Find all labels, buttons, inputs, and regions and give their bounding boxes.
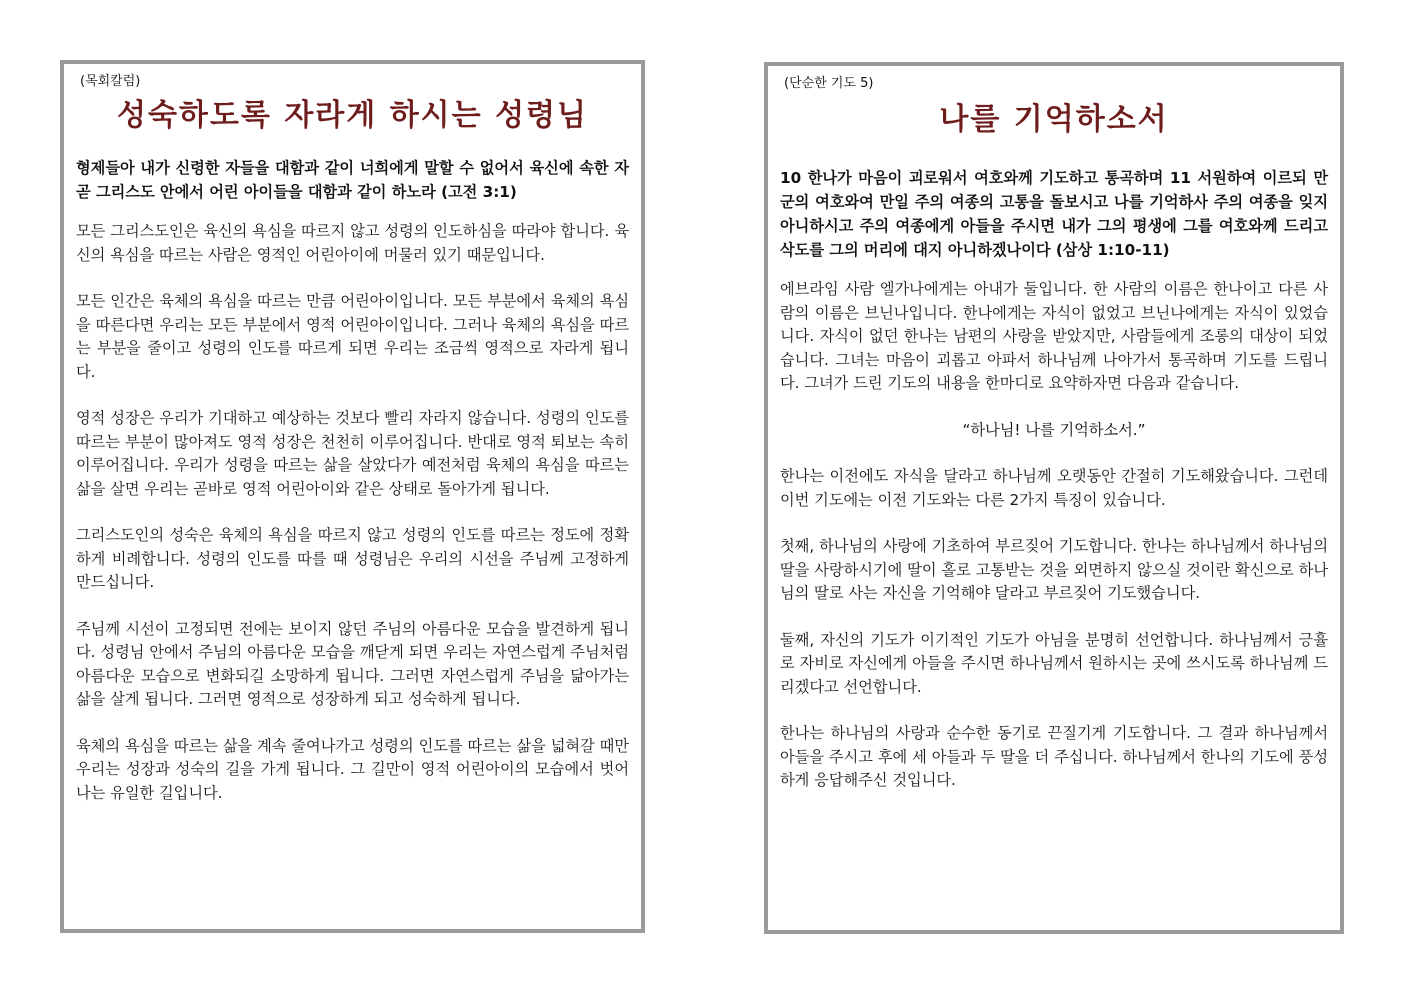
left-paragraph: 그리스도인의 성숙은 육체의 욕심을 따르지 않고 성령의 인도를 따르는 정도에 정확하게 비례합니다. 성령의 인도를 따를 때 성령님은 우리의 시선을 주님께 고정하게 만드십니다. [76, 526, 629, 591]
right-column-box [764, 62, 1344, 934]
right-paragraph: 에브라임 사람 엘가나에게는 아내가 둘입니다. 한 사람의 이름은 한나이고 다른 사람의 이름은 브닌나입니다. 한나에게는 자식이 없었고 브닌나에게는 자식이 있었습니다. 자식이 없던 한나는 남편의 사랑을 받았지만, 사람들에게 조롱의 대상이 되었습니다. 그녀는 마음이 괴롭고 아파서 하나님께 나아가서 통곡하며 기도를 드립니다. 그녀가 드린 기도의 내용을 한마디로 요약하자면 다음과 같습니다. [780, 280, 1328, 392]
left-paragraph: 주님께 시선이 고정되면 전에는 보이지 않던 주님의 아름다운 모습을 발견하게 됩니다. 성령님 안에서 주님의 아름다운 모습을 깨닫게 되면 우리는 자연스럽게 주님처럼 아름다운 모습으로 변화되길 소망하게 됩니다. 그러면 자연스럽게 주님을 닮아가는 삶을 살게 됩니다. 그러면 영적으로 성장하게 되고 성숙하게 됩니다. [76, 619, 629, 708]
left-paragraph: 육체의 욕심을 따르는 삶을 계속 줄여나가고 성령의 인도를 따르는 삶을 넓혀갈 때만 우리는 성장과 성숙의 길을 가게 됩니다. 그 길만이 영적 어린아이의 모습에서 벗어나는 유일한 길입니다. [76, 736, 629, 802]
left-article-title: 성숙하도록 자라게 하시는 성령님 [116, 98, 589, 133]
right-article-title: 나를 기억하소서 [939, 102, 1169, 137]
right-category-label: (단순한 기도 5) [784, 76, 874, 91]
left-scripture-verse: 형제들아 내가 신령한 자들을 대함과 같이 너희에게 말할 수 없어서 육신에 속한 자 곧 그리스도 안에서 어린 아이들을 대함과 같이 하노라 (고전 3:1) [76, 159, 629, 201]
left-paragraph: 모든 그리스도인은 육신의 욕심을 따르지 않고 성령의 인도하심을 따라야 합니다. 육신의 욕심을 따르는 사람은 영적인 어린아이에 머물러 있기 때문입니다. [76, 222, 629, 264]
right-paragraph: 첫째, 하나님의 사랑에 기초하여 부르짖어 기도합니다. 한나는 하나님께서 하나님의 딸을 사랑하시기에 딸이 홀로 고통받는 것을 외면하지 않으실 것이란 확신으로 하나님의 딸로 사는 자신을 기억해야 달라고 부르짖어 기도했습니다. [780, 537, 1328, 602]
left-column-box [60, 60, 645, 933]
prayer-quote: “하나님! 나를 기억하소서.” [962, 420, 1146, 439]
right-paragraph: 둘째, 자신의 기도가 이기적인 기도가 아님을 분명히 선언합니다. 하나님께서 긍휼로 자비로 자신에게 아들을 주시면 하나님께서 원하시는 곳에 쓰시도록 하나님께 드리겠다고 선언합니다. [780, 630, 1328, 696]
right-paragraph: 한나는 하나님의 사랑과 순수한 동기로 끈질기게 기도합니다. 그 결과 하나님께서 아들을 주시고 후에 세 아들과 두 딸을 더 주십니다. 하나님께서 한나의 기도에 풍성하게 응답해주신 것입니다. [780, 724, 1328, 789]
right-paragraph: 한나는 이전에도 자식을 달라고 하나님께 오랫동안 간절히 기도해왔습니다. 그런데 이번 기도에는 이전 기도와는 다른 2가지 특징이 있습니다. [780, 467, 1328, 509]
left-paragraph: 영적 성장은 우리가 기대하고 예상하는 것보다 빨리 자라지 않습니다. 성령의 인도를 따르는 부분이 많아져도 영적 성장은 천천히 이루어집니다. 반대로 영적 퇴보는 속히 이루어집니다. 우리가 성령을 따르는 삶을 살았다가 예전처럼 육체의 욕심을 따르는 삶을 살면 우리는 곧바로 영적 어린아이와 같은 상태로 돌아가게 됩니다. [76, 409, 629, 498]
left-paragraph: 모든 인간은 육체의 욕심을 따르는 만큼 어린아이입니다. 모든 부분에서 육체의 욕심을 따른다면 우리는 모든 부분에서 영적 어린아이입니다. 그러나 육체의 욕심을 따르는 부분을 줄이고 성령의 인도를 따르게 되면 우리는 조금씩 영적으로 자라게 됩니다. [76, 292, 629, 381]
right-scripture-verse: 10 한나가 마음이 괴로워서 여호와께 기도하고 통곡하며 11 서원하여 이르되 만군의 여호와여 만일 주의 여종의 고통을 돌보시고 나를 기억하사 주의 여종을 잊지 아니하시고 주의 여종에게 아들을 주시면 내가 그의 평생에 그를 여호와께 드리고 삭도를 그의 머리에 대지 아니하겠나이다 (삼상 1:10-11) [780, 169, 1328, 259]
left-category-label: (목회칼럼) [80, 74, 141, 89]
